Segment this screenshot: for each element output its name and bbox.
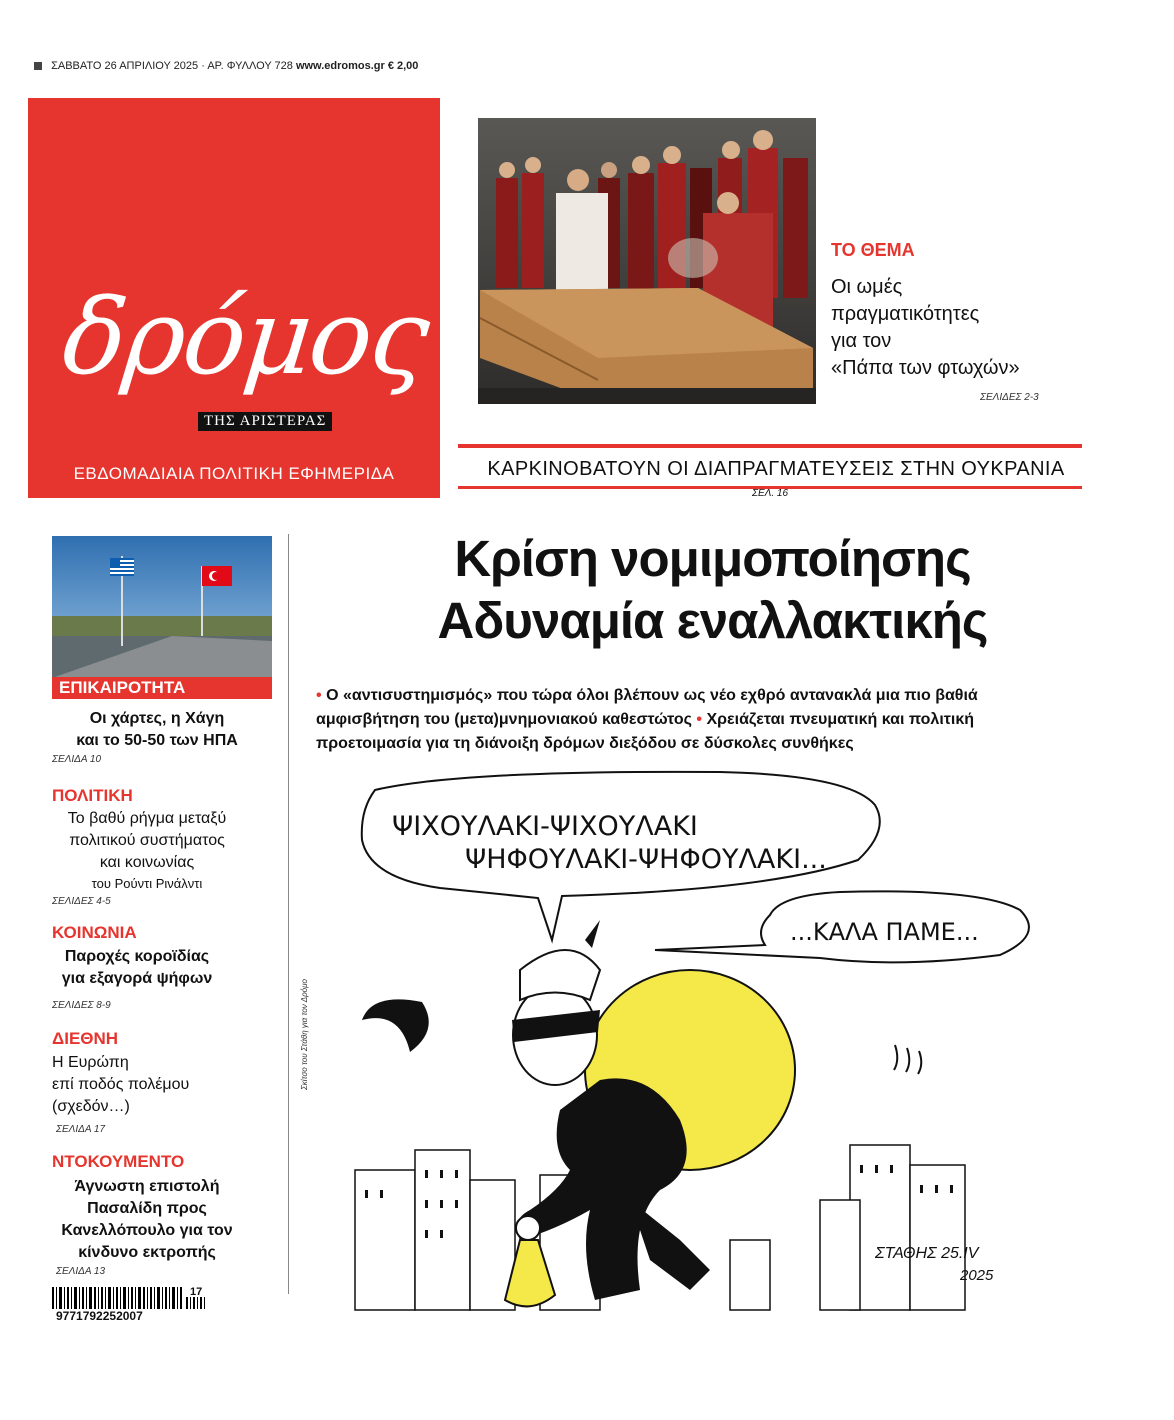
cartoon-signature-year: 2025 bbox=[960, 1267, 994, 1284]
red-rule bbox=[458, 444, 1082, 448]
title-line: και κοινωνίας bbox=[99, 854, 195, 871]
section-politiki: ΠΟΛΙΤΙΚΗ bbox=[52, 786, 133, 805]
square-icon bbox=[34, 62, 42, 70]
price: € 2,00 bbox=[387, 60, 419, 72]
title-line: για εξαγορά ψήφων bbox=[61, 970, 213, 987]
cartoon-credit: Σκίτσο του Στάθη για τον Δρόμο bbox=[300, 979, 309, 1090]
theme-pages: ΣΕΛΙΔΕΣ 2-3 bbox=[980, 392, 1039, 403]
title-line: Οι χάρτες, η Χάγη bbox=[89, 710, 225, 727]
ntokoumento-page: ΣΕΛΙΔΑ 13 bbox=[56, 1266, 106, 1277]
theme-title-line: Οι ωμές bbox=[831, 276, 903, 298]
koinonia-page: ΣΕΛΙΔΕΣ 8-9 bbox=[52, 1000, 111, 1011]
masthead-tagline: ΕΒΔΟΜΑΔΙΑΙΑ ΠΟΛΙΤΙΚΗ ΕΦΗΜΕΡΙΔΑ bbox=[73, 464, 395, 483]
section-koinonia: ΚΟΙΝΩΝΙΑ bbox=[52, 923, 137, 942]
section-ntokoumento: ΝΤΟΚΟΥΜΕΝΤΟ bbox=[52, 1152, 185, 1171]
title-line: πολιτικού συστήματος bbox=[69, 832, 225, 849]
theme-title-line: «Πάπα των φτωχών» bbox=[831, 357, 1020, 379]
bubble-text: ΨΗΦΟΥΛΑΚΙ-ΨΗΦΟΥΛΑΚΙ... bbox=[465, 844, 827, 875]
issue-date: ΣΑΒΒΑΤΟ 26 ΑΠΡΙΛΙΟΥ 2025 bbox=[51, 60, 199, 72]
section-epikairotita: ΕΠΙΚΑΙΡΟΤΗΤΑ bbox=[52, 677, 272, 699]
barcode-addon bbox=[186, 1296, 206, 1314]
politiki-page: ΣΕΛΙΔΕΣ 4-5 bbox=[52, 896, 111, 907]
main-headline[interactable] bbox=[310, 528, 1115, 652]
masthead bbox=[28, 98, 440, 498]
title-line: Παροχές κοροϊδίας bbox=[64, 948, 210, 965]
politiki-author: του Ρούντι Ρινάλντι bbox=[91, 876, 203, 891]
koinonia-title[interactable] bbox=[52, 946, 222, 990]
title-line: (σχεδόν…) bbox=[52, 1098, 130, 1115]
title-line: κίνδυνο εκτροπής bbox=[78, 1244, 216, 1261]
title-line: Πασαλίδη προς bbox=[87, 1200, 207, 1217]
cartoon-signature: ΣΤΑΘΗΣ 25.IV bbox=[875, 1245, 979, 1262]
theme-title-line: πραγματικότητες bbox=[831, 303, 980, 325]
politiki-title[interactable] bbox=[52, 808, 242, 874]
dateline: ΣΑΒΒΑΤΟ 26 ΑΠΡΙΛΙΟΥ 2025 · ΑΡ. ΦΥΛΛΟΥ 728 www.edromos.gr € 2,00 bbox=[34, 60, 418, 72]
ukraine-page: ΣΕΛ. 16 bbox=[752, 488, 789, 499]
logo-subtitle: ΤΗΣ ΑΡΙΣΤΕΡΑΣ bbox=[198, 412, 332, 431]
title-line: Το βαθύ ρήγμα μεταξύ bbox=[67, 810, 227, 827]
bubble-text: ΨΙΧΟΥΛΑΚΙ-ΨΙΧΟΥΛΑΚΙ bbox=[392, 811, 698, 842]
title-line: επί ποδός πολέμου bbox=[52, 1076, 190, 1093]
diethni-page: ΣΕΛΙΔΑ 17 bbox=[56, 1124, 106, 1135]
diethni-title[interactable] bbox=[52, 1052, 272, 1118]
headline-line-1: Κρίση νομιμοποίησης bbox=[454, 530, 971, 587]
title-line: Η Ευρώπη bbox=[52, 1054, 129, 1071]
theme-kicker: ΤΟ ΘΕΜΑ bbox=[831, 240, 915, 260]
theme-title[interactable] bbox=[831, 274, 1061, 382]
website-link[interactable]: www.edromos.gr bbox=[295, 60, 385, 72]
moon-icon bbox=[362, 999, 429, 1052]
section-diethni: ΔΙΕΘΝΗ bbox=[52, 1029, 119, 1048]
subtitle-2: Χρειάζεται πνευματική και πολιτική προετοιμασία για τη διάνοιξη δρόμων διεξόδου σε δύσκολες συνθήκες bbox=[316, 711, 975, 752]
ukraine-headline[interactable]: ΚΑΡΚΙΝΟΒΑΤΟΥΝ ΟΙ ΔΙΑΠΡΑΓΜΑΤΕΥΣΕΙΣ ΣΤΗΝ ΟΥΚΡΑΝΙΑ bbox=[487, 458, 1065, 480]
bullet-icon: • bbox=[696, 711, 703, 728]
bubble-text: ...ΚΑΛΑ ΠΑΜΕ... bbox=[790, 918, 979, 946]
column-divider bbox=[288, 534, 289, 1294]
logo: δρόμος bbox=[57, 276, 434, 398]
epikairotita-page: ΣΕΛΙΔΑ 10 bbox=[52, 754, 102, 765]
theme-title-line: για τον bbox=[831, 330, 892, 352]
headline-subtitle bbox=[316, 684, 1076, 756]
barcode-issue: 17 bbox=[190, 1286, 203, 1298]
ntokoumento-title[interactable] bbox=[52, 1176, 242, 1264]
headline-line-2: Αδυναμία εναλλακτικής bbox=[437, 592, 988, 649]
issue-number: ΑΡ. ΦΥΛΛΟΥ 728 bbox=[207, 60, 293, 72]
epikairotita-title[interactable] bbox=[52, 708, 262, 752]
title-line: Κανελλόπουλο για τον bbox=[61, 1222, 233, 1239]
cover-photo bbox=[478, 118, 816, 404]
sidebar-photo bbox=[52, 536, 272, 678]
title-line: και το 50-50 των ΗΠΑ bbox=[76, 732, 238, 749]
cartoon bbox=[300, 770, 1100, 1330]
bullet-icon: • bbox=[316, 687, 322, 704]
barcode-number: 9771792252007 bbox=[56, 1309, 143, 1323]
subtitle-1: Ο «αντισυστημισμός» που τώρα όλοι βλέπουν ως νέο εχθρό αντανακλά μια πιο βαθιά αμφισβήτηση του (μετα)μνημονιακού καθεστώτος bbox=[316, 687, 978, 728]
title-line: Άγνωστη επιστολή bbox=[74, 1178, 220, 1195]
